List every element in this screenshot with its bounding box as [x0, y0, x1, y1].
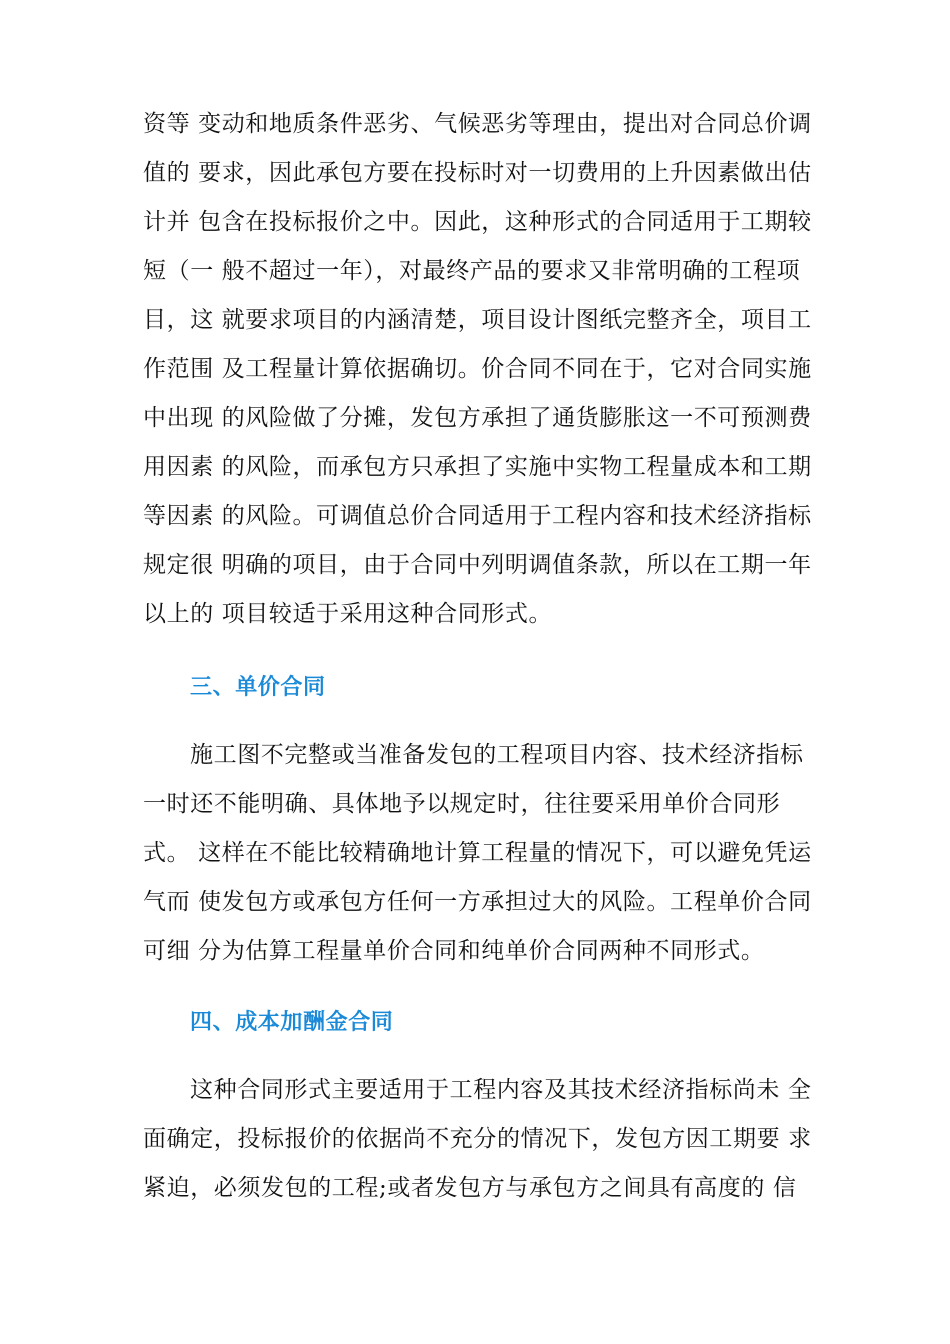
paragraph-line: 值的 要求，因此承包方要在投标时对一切费用的上升因素做出估: [143, 160, 812, 186]
paragraph-line: 面确定，投标报价的依据尚不充分的情况下，发包方因工期要 求: [143, 1126, 812, 1152]
paragraph-line: 气而 使发包方或承包方任何一方承担过大的风险。工程单价合同: [143, 889, 812, 915]
paragraph-line: 式。 这样在不能比较精确地计算工程量的情况下，可以避免凭运: [143, 840, 812, 866]
section-heading-cost-plus-contract: 四、成本加酬金合同: [190, 1010, 394, 1035]
section-heading-unit-price-contract: 三、单价合同: [190, 675, 326, 700]
paragraph-line: 这种合同形式主要适用于工程内容及其技术经济指标尚未 全: [190, 1077, 812, 1103]
paragraph-line: 一时还不能明确、具体地予以规定时，往往要采用单价合同形: [143, 791, 781, 817]
paragraph-line: 目，这 就要求项目的内涵清楚，项目设计图纸完整齐全，项目工: [143, 307, 812, 333]
paragraph-line: 作范围 及工程量计算依据确切。价合同不同在于，它对合同实施: [143, 356, 812, 382]
paragraph-line: 以上的 项目较适于采用这种合同形式。: [143, 601, 553, 627]
paragraph-line: 可细 分为估算工程量单价合同和纯单价合同两种不同形式。: [143, 938, 765, 964]
paragraph-line: 用因素 的风险，而承包方只承担了实施中实物工程量成本和工期: [143, 454, 812, 480]
paragraph-line: 中出现 的风险做了分摊，发包方承担了通货膨胀这一不可预测费: [143, 405, 812, 431]
paragraph-line: 施工图不完整或当准备发包的工程项目内容、技术经济指标: [190, 742, 804, 768]
paragraph-line: 紧迫，必须发包的工程;或者发包方与承包方之间具有高度的 信: [143, 1175, 797, 1201]
paragraph-line: 规定很 明确的项目，由于合同中列明调值条款，所以在工期一年: [143, 552, 812, 578]
paragraph-line: 短（一 般不超过一年），对最终产品的要求又非常明确的工程项: [143, 258, 801, 284]
paragraph-line: 资等 变动和地质条件恶劣、气候恶劣等理由，提出对合同总价调: [143, 111, 812, 137]
paragraph-line: 等因素 的风险。可调值总价合同适用于工程内容和技术经济指标: [143, 503, 812, 529]
paragraph-line: 计并 包含在投标报价之中。因此，这种形式的合同适用于工期较: [143, 209, 812, 235]
